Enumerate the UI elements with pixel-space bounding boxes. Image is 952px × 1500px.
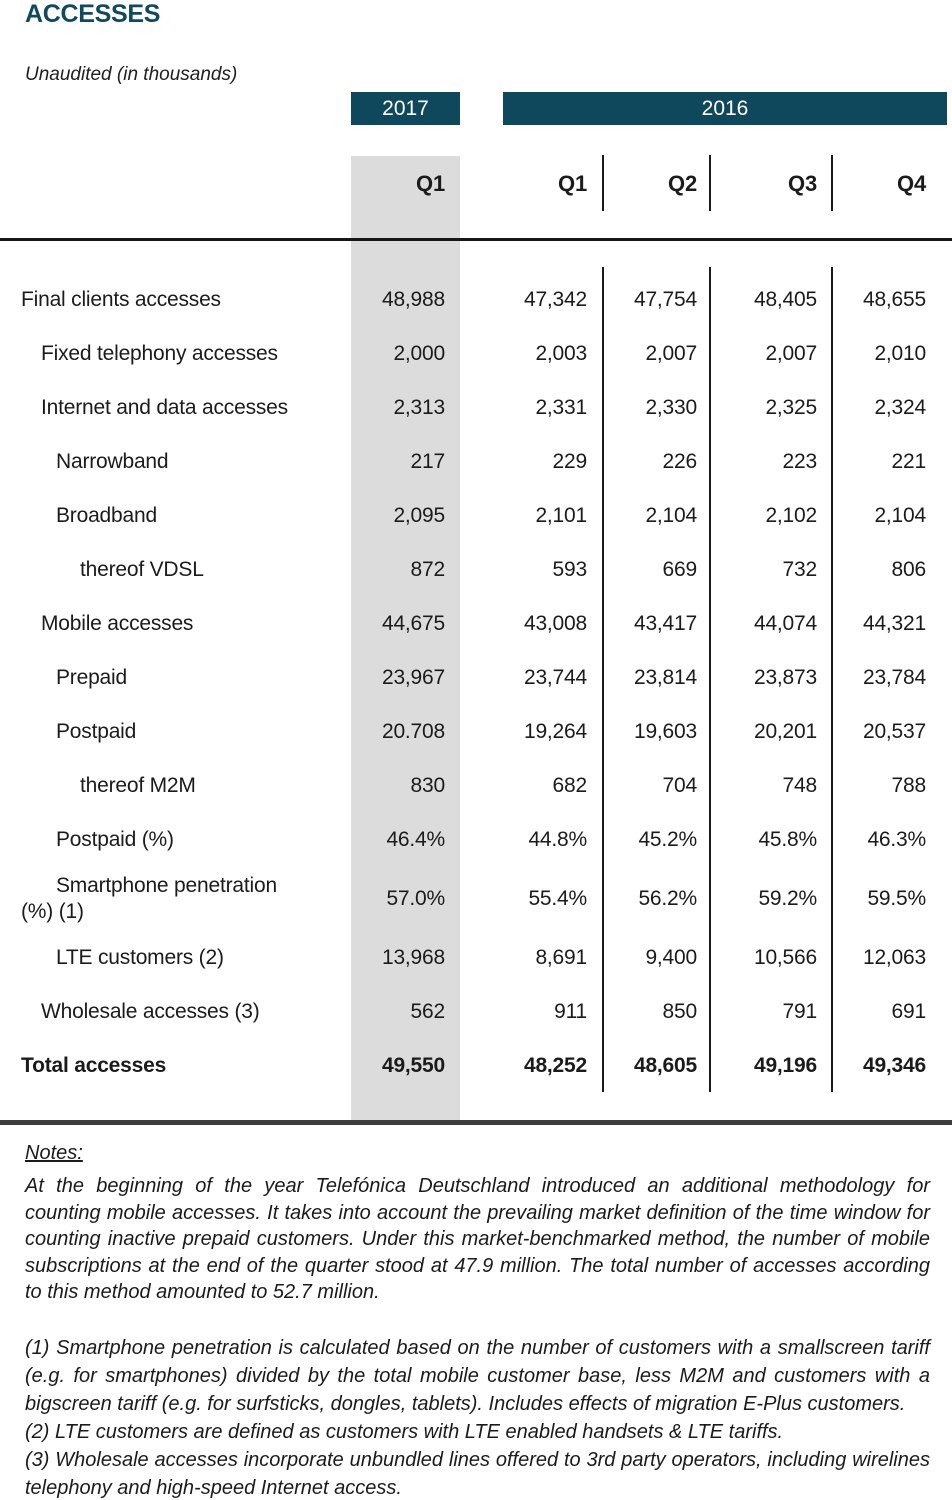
column-gap bbox=[460, 543, 503, 597]
cell-2016-q1: 19,264 bbox=[523, 720, 587, 743]
row-label-text: Prepaid bbox=[56, 666, 127, 689]
row-label-text-wrap: (%) (1) bbox=[21, 900, 84, 923]
cell-2016-q1: 48,252 bbox=[523, 1054, 587, 1077]
year-header-2016: 2016 bbox=[503, 92, 947, 125]
quarter-header-2016-q3: Q3 bbox=[788, 171, 817, 196]
cell-2016-q2: 704 bbox=[662, 774, 697, 797]
column-gap bbox=[460, 273, 503, 327]
unaudited-label: Unaudited (in thousands) bbox=[25, 64, 238, 85]
cell-2016-q4: 2,104 bbox=[874, 504, 926, 527]
table-bottom-rule bbox=[0, 1120, 952, 1125]
quarter-header-2016-q2: Q2 bbox=[668, 171, 697, 196]
cell-2016-q1: 2,331 bbox=[535, 396, 587, 419]
cell-2016-q2: 19,603 bbox=[633, 720, 697, 743]
column-gap bbox=[460, 705, 503, 759]
cell-2016-q4: 12,063 bbox=[862, 946, 926, 969]
row-label bbox=[0, 597, 351, 651]
row-label bbox=[0, 651, 351, 705]
column-gap bbox=[460, 867, 503, 931]
column-gap bbox=[460, 381, 503, 435]
cell-2016-q1: 682 bbox=[552, 774, 587, 797]
row-label bbox=[0, 435, 351, 489]
table-row bbox=[0, 985, 947, 1039]
table-top-rule bbox=[0, 238, 952, 241]
footnotes bbox=[25, 1334, 930, 1500]
row-label bbox=[0, 705, 351, 759]
row-label bbox=[0, 327, 351, 381]
table-row bbox=[0, 543, 947, 597]
row-label bbox=[0, 931, 351, 985]
row-label-text: Postpaid bbox=[56, 720, 137, 743]
column-gap bbox=[460, 489, 503, 543]
row-label bbox=[0, 543, 351, 597]
quarter-header-2017-q1: Q1 bbox=[416, 171, 445, 196]
cell-2016-q1: 911 bbox=[554, 1000, 587, 1023]
row-label-text: Wholesale accesses (3) bbox=[41, 1000, 260, 1023]
cell-2016-q4: 20,537 bbox=[862, 720, 926, 743]
quarter-header-row bbox=[0, 156, 947, 212]
cell-2016-q2: 2,104 bbox=[645, 504, 697, 527]
cell-2016-q2: 226 bbox=[662, 450, 697, 473]
cell-2016-q3: 48,405 bbox=[753, 288, 817, 311]
cell-2016-q1: 2,003 bbox=[535, 342, 587, 365]
cell-2016-q3: 10,566 bbox=[753, 946, 817, 969]
column-gap bbox=[460, 597, 503, 651]
table-row bbox=[0, 327, 947, 381]
column-gap bbox=[460, 813, 503, 867]
cell-2016-q3: 23,873 bbox=[753, 666, 817, 689]
row-label bbox=[0, 867, 351, 931]
footnote-3: (3) Wholesale accesses incorporate unbundled lines offered to 3rd party operators, including wirelines telephony and high-speed Internet access. bbox=[25, 1449, 930, 1499]
cell-2016-q3: 2,325 bbox=[765, 396, 817, 419]
cell-2017-q1: 46.4% bbox=[386, 828, 445, 851]
cell-2017-q1: 2,313 bbox=[393, 396, 445, 419]
cell-2016-q4: 691 bbox=[891, 1000, 926, 1023]
column-gap bbox=[460, 759, 503, 813]
cell-2016-q4: 44,321 bbox=[862, 612, 926, 635]
row-label bbox=[0, 273, 351, 327]
row-label-text: Fixed telephony accesses bbox=[41, 342, 278, 365]
column-gap bbox=[460, 931, 503, 985]
table-row bbox=[0, 435, 947, 489]
cell-2016-q1: 593 bbox=[552, 558, 587, 581]
cell-2016-q4: 46.3% bbox=[867, 828, 926, 851]
cell-2016-q3: 45.8% bbox=[758, 828, 817, 851]
cell-2016-q3: 732 bbox=[782, 558, 817, 581]
row-label bbox=[0, 381, 351, 435]
cell-2016-q3: 44,074 bbox=[753, 612, 817, 635]
cell-2016-q1: 2,101 bbox=[535, 504, 587, 527]
column-gap bbox=[460, 1039, 503, 1093]
cell-2016-q2: 43,417 bbox=[633, 612, 697, 635]
cell-2016-q2: 9,400 bbox=[645, 946, 697, 969]
notes-paragraph: At the beginning of the year Telefónica Deutschland introduced an additional methodology for counting mobile accesses. It takes into account the prevailing market definition of the time window for counting inactive prepaid customers. Under this market-benchmarked method, the number of mobile subscriptions at the end of the quarter stood at 47.9 million. The total number of accesses according to this method amounted to 52.7 million. bbox=[25, 1175, 930, 1303]
notes-heading: Notes: bbox=[25, 1142, 83, 1164]
cell-2016-q3: 2,102 bbox=[765, 504, 817, 527]
cell-2017-q1: 217 bbox=[410, 450, 445, 473]
cell-2016-q1: 23,744 bbox=[523, 666, 587, 689]
column-gap bbox=[460, 435, 503, 489]
column-gap bbox=[460, 985, 503, 1039]
cell-2017-q1: 2,095 bbox=[393, 504, 445, 527]
cell-2016-q4: 48,655 bbox=[862, 288, 926, 311]
table-row bbox=[0, 597, 947, 651]
row-label-text: LTE customers (2) bbox=[56, 946, 224, 969]
cell-2017-q1: 2,000 bbox=[393, 342, 445, 365]
row-label-text: thereof M2M bbox=[80, 774, 196, 797]
year-header-2017: 2017 bbox=[351, 92, 460, 125]
cell-2017-q1: 830 bbox=[410, 774, 445, 797]
cell-2016-q3: 748 bbox=[782, 774, 817, 797]
cell-2016-q1: 44.8% bbox=[528, 828, 587, 851]
table-row bbox=[0, 651, 947, 705]
table-row bbox=[0, 489, 947, 543]
cell-2016-q2: 47,754 bbox=[633, 288, 697, 311]
cell-2016-q4: 49,346 bbox=[862, 1054, 926, 1077]
cell-2017-q1: 23,967 bbox=[381, 666, 445, 689]
table-row bbox=[0, 931, 947, 985]
table-row bbox=[0, 867, 947, 931]
quarter-header-2016-q4: Q4 bbox=[897, 171, 926, 196]
row-label-text: Internet and data accesses bbox=[41, 396, 288, 419]
cell-2016-q2: 48,605 bbox=[633, 1054, 697, 1077]
row-label-text: thereof VDSL bbox=[80, 558, 204, 581]
page-title: ACCESSES bbox=[25, 0, 161, 28]
row-label-text: Narrowband bbox=[56, 450, 169, 473]
cell-2016-q1: 8,691 bbox=[535, 946, 587, 969]
row-label bbox=[0, 985, 351, 1039]
cell-2016-q3: 59.2% bbox=[758, 887, 817, 910]
table-row bbox=[0, 381, 947, 435]
cell-2016-q2: 850 bbox=[662, 1000, 697, 1023]
row-label bbox=[0, 759, 351, 813]
footnote-2: (2) LTE customers are defined as customers with LTE enabled handsets & LTE tariffs. bbox=[25, 1421, 784, 1443]
cell-2016-q2: 23,814 bbox=[633, 666, 697, 689]
row-label-text: Broadband bbox=[56, 504, 157, 527]
table-row bbox=[0, 1039, 947, 1093]
cell-2017-q1: 562 bbox=[410, 1000, 445, 1023]
cell-2016-q4: 2,010 bbox=[874, 342, 926, 365]
cell-2016-q4: 2,324 bbox=[874, 396, 926, 419]
row-label-text: Mobile accesses bbox=[41, 612, 194, 635]
cell-2016-q3: 791 bbox=[782, 1000, 817, 1023]
table-row bbox=[0, 759, 947, 813]
quarter-header-2016-q1: Q1 bbox=[558, 171, 587, 196]
row-label bbox=[0, 1039, 351, 1093]
row-label-text: Postpaid (%) bbox=[56, 828, 174, 851]
cell-2016-q4: 59.5% bbox=[867, 887, 926, 910]
cell-2017-q1: 44,675 bbox=[381, 612, 445, 635]
table-row bbox=[0, 705, 947, 759]
cell-2016-q4: 23,784 bbox=[862, 666, 926, 689]
cell-2016-q2: 669 bbox=[662, 558, 697, 581]
cell-2017-q1: 49,550 bbox=[381, 1054, 445, 1077]
cell-2017-q1: 48,988 bbox=[381, 288, 445, 311]
cell-2016-q1: 43,008 bbox=[523, 612, 587, 635]
table-rows bbox=[0, 273, 947, 1093]
row-label-text: Final clients accesses bbox=[21, 288, 221, 311]
column-gap bbox=[460, 327, 503, 381]
cell-2016-q2: 45.2% bbox=[638, 828, 697, 851]
table-row bbox=[0, 273, 947, 327]
cell-2016-q3: 2,007 bbox=[765, 342, 817, 365]
column-gap bbox=[460, 156, 503, 212]
table-row bbox=[0, 813, 947, 867]
cell-2016-q4: 788 bbox=[891, 774, 926, 797]
footnote-1: (1) Smartphone penetration is calculated based on the number of customers with a smallscreen tariff (e.g. for smartphones) divided by the total mobile customer base, less M2M and customers with a bigscreen tariff (e.g. for surfsticks, dongles, tablets). Includes effects of migration E-Plus customers. bbox=[25, 1337, 930, 1415]
cell-2017-q1: 20.708 bbox=[381, 720, 445, 743]
quarter-header-spacer bbox=[0, 156, 351, 212]
cell-2016-q1: 47,342 bbox=[523, 288, 587, 311]
column-gap bbox=[460, 651, 503, 705]
cell-2016-q4: 221 bbox=[891, 450, 926, 473]
cell-2016-q2: 56.2% bbox=[638, 887, 697, 910]
cell-2016-q4: 806 bbox=[891, 558, 926, 581]
cell-2016-q2: 2,007 bbox=[645, 342, 697, 365]
row-label bbox=[0, 813, 351, 867]
cell-2016-q1: 229 bbox=[552, 450, 587, 473]
cell-2016-q1: 55.4% bbox=[528, 887, 587, 910]
cell-2016-q3: 49,196 bbox=[753, 1054, 817, 1077]
cell-2016-q3: 223 bbox=[782, 450, 817, 473]
cell-2017-q1: 13,968 bbox=[381, 946, 445, 969]
cell-2017-q1: 872 bbox=[410, 558, 445, 581]
cell-2016-q3: 20,201 bbox=[753, 720, 817, 743]
row-label-text: Smartphone penetration bbox=[56, 874, 277, 897]
row-label-text: Total accesses bbox=[21, 1054, 167, 1077]
cell-2017-q1: 57.0% bbox=[386, 887, 445, 910]
row-label bbox=[0, 489, 351, 543]
cell-2016-q2: 2,330 bbox=[645, 396, 697, 419]
